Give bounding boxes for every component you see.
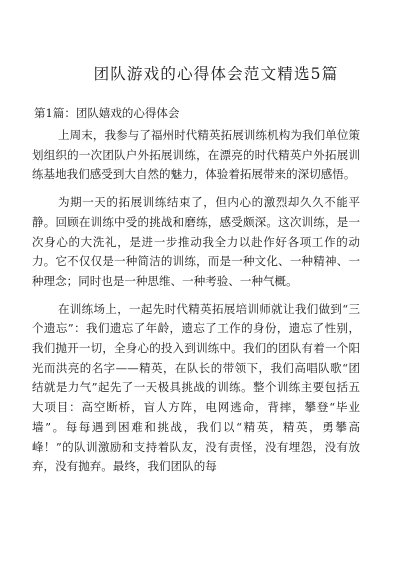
document-title: 团队游戏的心得体会范文精选5篇 (93, 65, 339, 83)
paragraph-3: 在训练场上，一起先时代精英拓展培训师就让我们做到“三个遗忘”：我们遗忘了年龄，遗忘了工作的身份，遗忘了性别，我们抛开一切，全身心的投入到训练中。我们的团队有着一个阳光而洪亮的名字——精英，在队长的带领下，我们高唱队歌“团结就是力气”起先了一天极具挑战的训练。整个训练主要包括五大项目：高空断桥，盲人方阵，电网逃命，背摔，攀登“毕业墙”。每每遇到困难和挑战，我们以“精英，精英，勇攀高峰！”的队训激励和支持着队友，没有责怪，没有埋怨，没有放弃，没有抛弃。最终，我们团队的每 (32, 301, 360, 474)
section-heading: 第1篇：团队嬉戏的心得体会 (34, 106, 180, 120)
paragraph-1: 上周末，我参与了福州时代精英拓展训练机构为我们单位策划组织的一次团队户外拓展训练，在漂亮的时代精英户外拓展训练基地我们感受到大自然的魅力，体验着拓展带来的深切感悟。 (32, 128, 360, 182)
paragraph-2: 为期一天的拓展训练结束了，但内心的激烈却久久不能平静。回顾在训练中受的挑战和磨练，感受颇深。这次训练，是一次身心的大洗礼，是进一步推动我全力以赴作好各项工作的动力。它不仅仅是一种简洁的训练，而是一种文化、一种精神、一种理念；同时也是一种思维、一种考验、一种气概。 (32, 195, 360, 288)
